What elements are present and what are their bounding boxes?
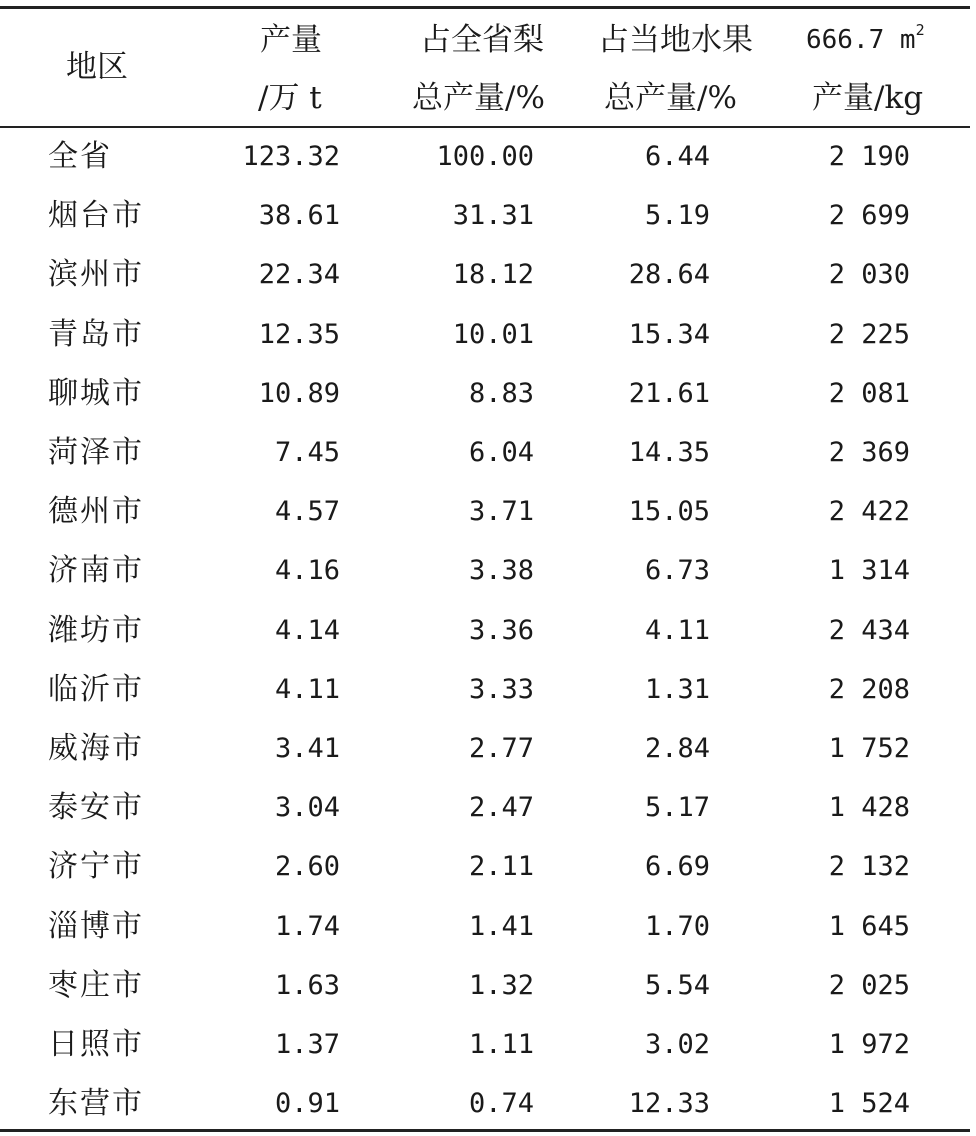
share-local-cell: 5.17	[644, 792, 710, 824]
production-cell: 38.61	[258, 200, 340, 232]
production-cell: 4.57	[274, 496, 340, 528]
share-local-cell: 15.34	[628, 318, 710, 350]
region-cell: 聊城市	[48, 375, 144, 411]
share-province-cell: 1.32	[468, 969, 534, 1001]
production-cell: 1.37	[274, 1029, 340, 1060]
header-region: 地区	[66, 49, 128, 85]
share-local-cell: 5.54	[644, 969, 710, 1001]
share-province-cell: 1.41	[468, 910, 534, 942]
share-province-cell: 3.38	[468, 555, 534, 587]
table-row	[0, 719, 970, 778]
region-cell: 东营市	[48, 1086, 144, 1122]
header-yield-unit-superscript: 2	[915, 21, 925, 39]
production-cell: 7.45	[274, 437, 340, 468]
header-yield-unit: 666.7 m	[806, 25, 916, 55]
share-province-cell: 3.71	[468, 496, 534, 528]
yield-cell: 2 225	[828, 318, 910, 350]
share-local-cell: 1.70	[644, 910, 710, 942]
header-yield-line2: 产量/kg	[812, 80, 924, 116]
table-row	[0, 186, 970, 245]
share-local-cell: 28.64	[628, 259, 710, 291]
region-cell: 潍坊市	[48, 612, 144, 648]
region-cell: 淄博市	[48, 908, 144, 944]
share-local-cell: 14.35	[628, 437, 710, 468]
yield-cell: 1 645	[828, 910, 910, 942]
yield-cell: 2 081	[828, 377, 910, 409]
header-share-local-line1: 占当地水果	[598, 22, 753, 58]
header-share-province-line2: 总产量/%	[412, 80, 545, 116]
top-rule	[0, 6, 970, 9]
production-cell: 12.35	[258, 318, 340, 350]
yield-cell: 2 369	[828, 437, 910, 468]
table-row	[0, 897, 970, 956]
table-row	[0, 778, 970, 837]
header-production-line2: /万 t	[258, 80, 322, 116]
production-cell: 1.74	[274, 910, 340, 942]
region-cell: 泰安市	[48, 790, 144, 826]
production-cell: 10.89	[258, 377, 340, 409]
table-row	[0, 660, 970, 719]
table-row	[0, 482, 970, 541]
production-cell: 2.60	[274, 851, 340, 883]
production-cell: 4.14	[274, 614, 340, 646]
region-cell: 菏泽市	[48, 435, 144, 470]
share-province-cell: 2.11	[468, 851, 534, 883]
yield-cell: 1 428	[828, 792, 910, 824]
share-province-cell: 31.31	[452, 200, 534, 232]
header-share-province-line1: 占全省梨	[420, 22, 544, 58]
production-cell: 3.41	[274, 733, 340, 764]
share-local-cell: 3.02	[644, 1029, 710, 1060]
header-production-line1: 产量	[260, 22, 322, 58]
share-local-cell: 2.84	[644, 733, 710, 764]
region-cell: 日照市	[48, 1027, 144, 1062]
yield-cell: 1 752	[828, 733, 910, 764]
share-local-cell: 15.05	[628, 496, 710, 528]
share-local-cell: 1.31	[644, 673, 710, 705]
share-local-cell: 5.19	[644, 200, 710, 232]
yield-cell: 1 972	[828, 1029, 910, 1060]
table-row	[0, 956, 970, 1015]
share-province-cell: 10.01	[452, 318, 534, 350]
region-cell: 全省	[48, 139, 112, 174]
share-province-cell: 3.36	[468, 614, 534, 646]
share-province-cell: 18.12	[452, 259, 534, 291]
table-row	[0, 601, 970, 660]
share-province-cell: 6.04	[468, 437, 534, 468]
production-cell: 0.91	[274, 1088, 340, 1120]
production-cell: 123.32	[242, 141, 340, 172]
share-province-cell: 1.11	[468, 1029, 534, 1060]
share-local-cell: 6.44	[644, 141, 710, 172]
share-local-cell: 6.69	[644, 851, 710, 883]
table-row	[0, 1015, 970, 1074]
yield-cell: 2 699	[828, 200, 910, 232]
production-cell: 4.16	[274, 555, 340, 587]
header-yield-line1	[806, 21, 925, 55]
share-province-cell: 0.74	[468, 1088, 534, 1120]
share-local-cell: 4.11	[644, 614, 710, 646]
yield-cell: 1 314	[828, 555, 910, 587]
share-province-cell: 2.47	[468, 792, 534, 824]
region-cell: 烟台市	[48, 198, 144, 234]
share-province-cell: 3.33	[468, 673, 534, 705]
yield-cell: 2 025	[828, 969, 910, 1001]
region-cell: 德州市	[48, 494, 144, 530]
share-province-cell: 2.77	[468, 733, 534, 764]
table-row	[0, 837, 970, 896]
bottom-rule	[0, 1129, 970, 1132]
yield-cell: 2 422	[828, 496, 910, 528]
region-cell: 威海市	[48, 731, 144, 766]
yield-cell: 2 434	[828, 614, 910, 646]
production-cell: 4.11	[274, 673, 340, 705]
region-cell: 临沂市	[48, 671, 144, 707]
yield-cell: 2 132	[828, 851, 910, 883]
table-row	[0, 1074, 970, 1133]
production-cell: 3.04	[274, 792, 340, 824]
yield-cell: 2 190	[828, 141, 910, 172]
yield-cell: 1 524	[828, 1088, 910, 1120]
production-cell: 1.63	[274, 969, 340, 1001]
yield-cell: 2 030	[828, 259, 910, 291]
header-share-local-line2: 总产量/%	[604, 80, 737, 116]
table-row	[0, 541, 970, 600]
table-row	[0, 245, 970, 304]
share-local-cell: 12.33	[628, 1088, 710, 1120]
yield-cell: 2 208	[828, 673, 910, 705]
table-row	[0, 127, 970, 186]
share-province-cell: 100.00	[436, 141, 534, 172]
table-row	[0, 364, 970, 423]
share-local-cell: 6.73	[644, 555, 710, 587]
production-cell: 22.34	[258, 259, 340, 291]
share-province-cell: 8.83	[468, 377, 534, 409]
region-cell: 济宁市	[48, 849, 144, 885]
region-cell: 枣庄市	[48, 967, 144, 1003]
table-row	[0, 305, 970, 364]
table-row	[0, 423, 970, 482]
region-cell: 滨州市	[48, 257, 144, 293]
share-local-cell: 21.61	[628, 377, 710, 409]
region-cell: 青岛市	[48, 316, 144, 352]
region-cell: 济南市	[48, 553, 144, 589]
